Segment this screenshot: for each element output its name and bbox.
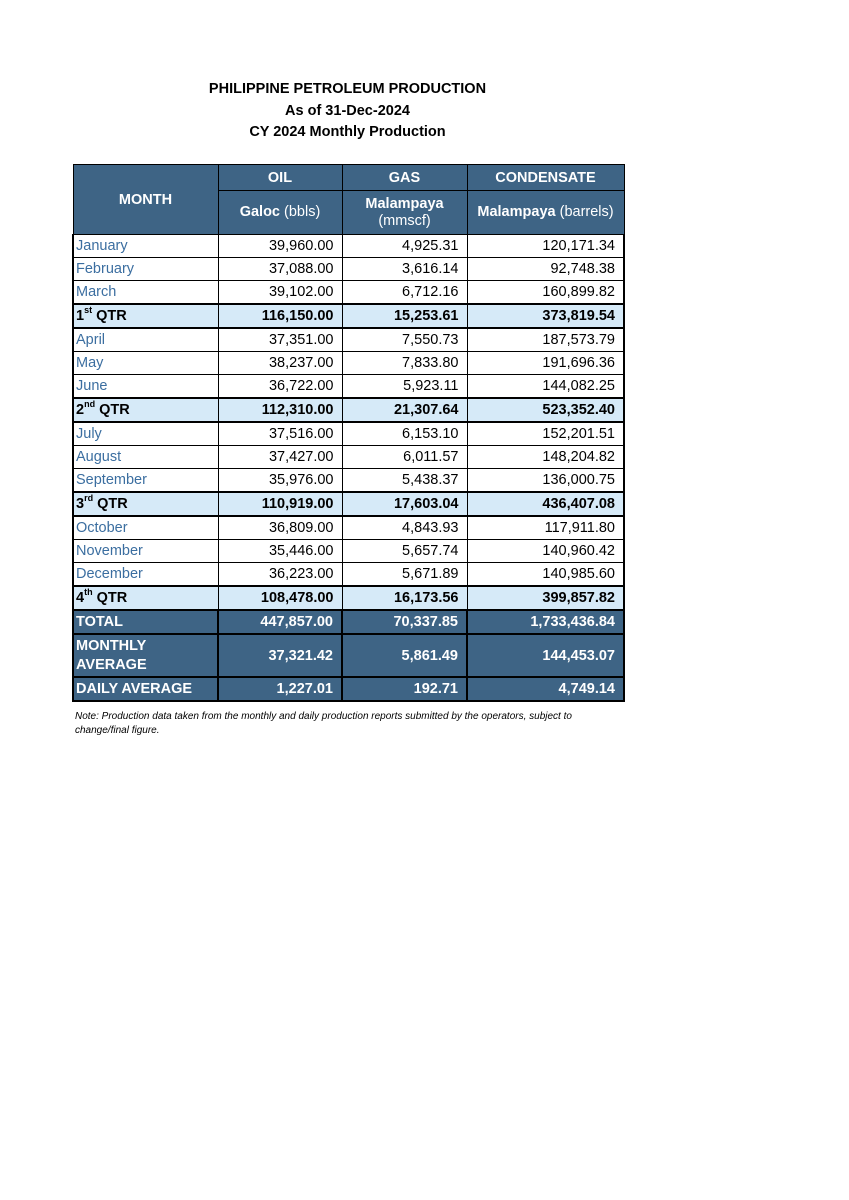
gas-cell: 6,153.10 [342, 422, 467, 446]
table-row [73, 422, 624, 446]
gas-cell: 15,253.61 [342, 304, 467, 328]
monthly-average-gas: 5,861.49 [342, 634, 467, 677]
table-row [73, 281, 624, 305]
oil-cell: 35,446.00 [218, 540, 342, 563]
month-cell: August [73, 446, 218, 469]
condensate-cell: 92,748.38 [467, 258, 624, 281]
total-gas: 70,337.85 [342, 610, 467, 634]
gas-cell: 7,833.80 [342, 352, 467, 375]
gas-cell: 17,603.04 [342, 492, 467, 516]
condensate-column-header: CONDENSATE [467, 165, 624, 191]
quarter-subtotal-row [73, 398, 624, 422]
monthly-average-row [73, 634, 624, 677]
condensate-cell: 148,204.82 [467, 446, 624, 469]
daily-average-label: DAILY AVERAGE [73, 677, 218, 701]
quarter-label: 3rd QTR [73, 492, 218, 516]
month-cell: November [73, 540, 218, 563]
condensate-cell: 436,407.08 [467, 492, 624, 516]
table-row [73, 375, 624, 399]
oil-cell: 38,237.00 [218, 352, 342, 375]
table-body [73, 235, 624, 702]
condensate-field-header [467, 191, 624, 235]
title-line-3: CY 2024 Monthly Production [249, 124, 446, 140]
monthly-average-label: MONTHLY AVERAGE [73, 634, 218, 677]
oil-field-name: Galoc [239, 204, 280, 220]
table-row [73, 352, 624, 375]
table-row [73, 516, 624, 540]
condensate-cell: 187,573.79 [467, 328, 624, 352]
gas-field-name: Malampaya [365, 195, 444, 212]
total-row [73, 610, 624, 634]
gas-cell: 5,671.89 [342, 563, 467, 587]
oil-cell: 116,150.00 [218, 304, 342, 328]
condensate-field-name: Malampaya [477, 204, 556, 220]
table-row [73, 446, 624, 469]
oil-cell: 112,310.00 [218, 398, 342, 422]
title-line-2: As of 31-Dec-2024 [285, 102, 410, 119]
gas-cell: 5,923.11 [342, 375, 467, 399]
daily-average-oil: 1,227.01 [218, 677, 342, 701]
monthly-average-condensate: 144,453.07 [467, 634, 624, 677]
gas-cell: 5,657.74 [342, 540, 467, 563]
gas-cell: 3,616.14 [342, 258, 467, 281]
quarter-label: 2nd QTR [73, 398, 218, 422]
condensate-cell: 140,960.42 [467, 540, 624, 563]
quarter-label: 1st QTR [73, 304, 218, 328]
daily-average-gas: 192.71 [342, 677, 467, 701]
table-row [73, 540, 624, 563]
month-cell: June [73, 375, 218, 399]
condensate-cell: 144,082.25 [467, 375, 624, 399]
condensate-cell: 117,911.80 [467, 516, 624, 540]
oil-field-header [218, 191, 342, 235]
condensate-cell: 373,819.54 [467, 304, 624, 328]
oil-cell: 36,722.00 [218, 375, 342, 399]
condensate-cell: 140,985.60 [467, 563, 624, 587]
gas-cell: 6,011.57 [342, 446, 467, 469]
gas-cell: 21,307.64 [342, 398, 467, 422]
condensate-unit: (barrels) [559, 204, 614, 220]
month-cell: December [73, 563, 218, 587]
gas-cell: 7,550.73 [342, 328, 467, 352]
gas-cell: 5,438.37 [342, 469, 467, 493]
oil-cell: 36,809.00 [218, 516, 342, 540]
gas-cell: 16,173.56 [342, 586, 467, 610]
production-table [72, 164, 625, 702]
month-cell: February [73, 258, 218, 281]
oil-cell: 36,223.00 [218, 563, 342, 587]
total-oil: 447,857.00 [218, 610, 342, 634]
oil-cell: 37,088.00 [218, 258, 342, 281]
condensate-cell: 399,857.82 [467, 586, 624, 610]
condensate-cell: 191,696.36 [467, 352, 624, 375]
condensate-cell: 136,000.75 [467, 469, 624, 493]
oil-cell: 39,102.00 [218, 281, 342, 305]
oil-cell: 108,478.00 [218, 586, 342, 610]
month-cell: September [73, 469, 218, 493]
condensate-cell: 523,352.40 [467, 398, 624, 422]
footnote: Note: Production data taken from the monthly and daily production reports submitted by the operators, subject to change/final figure. [75, 711, 572, 736]
table-row [73, 563, 624, 587]
table-row [73, 258, 624, 281]
gas-cell: 4,925.31 [342, 235, 467, 258]
oil-unit: (bbls) [284, 204, 321, 220]
document-title-block [72, 79, 623, 144]
month-cell: October [73, 516, 218, 540]
month-cell: April [73, 328, 218, 352]
quarter-subtotal-row [73, 492, 624, 516]
total-label: TOTAL [73, 610, 218, 634]
oil-cell: 39,960.00 [218, 235, 342, 258]
quarter-label: 4th QTR [73, 586, 218, 610]
quarter-subtotal-row [73, 304, 624, 328]
title-line-1: PHILIPPINE PETROLEUM PRODUCTION [208, 81, 487, 97]
table-row [73, 235, 624, 258]
daily-average-row [73, 677, 624, 701]
gas-cell: 6,712.16 [342, 281, 467, 305]
quarter-subtotal-row [73, 586, 624, 610]
condensate-cell: 160,899.82 [467, 281, 624, 305]
oil-cell: 110,919.00 [218, 492, 342, 516]
condensate-cell: 152,201.51 [467, 422, 624, 446]
gas-column-header: GAS [342, 165, 467, 191]
gas-field-header [342, 191, 467, 235]
month-cell: July [73, 422, 218, 446]
daily-average-condensate: 4,749.14 [467, 677, 624, 701]
month-cell: May [73, 352, 218, 375]
oil-column-header: OIL [218, 165, 342, 191]
oil-cell: 37,516.00 [218, 422, 342, 446]
oil-cell: 35,976.00 [218, 469, 342, 493]
month-column-header: MONTH [73, 165, 218, 235]
month-cell: March [73, 281, 218, 305]
oil-cell: 37,351.00 [218, 328, 342, 352]
oil-cell: 37,427.00 [218, 446, 342, 469]
month-cell: January [73, 235, 218, 258]
total-condensate: 1,733,436.84 [467, 610, 624, 634]
gas-cell: 4,843.93 [342, 516, 467, 540]
table-row [73, 328, 624, 352]
monthly-average-oil: 37,321.42 [218, 634, 342, 677]
condensate-cell: 120,171.34 [467, 235, 624, 258]
table-row [73, 469, 624, 493]
gas-unit: (mmscf) [378, 212, 431, 229]
